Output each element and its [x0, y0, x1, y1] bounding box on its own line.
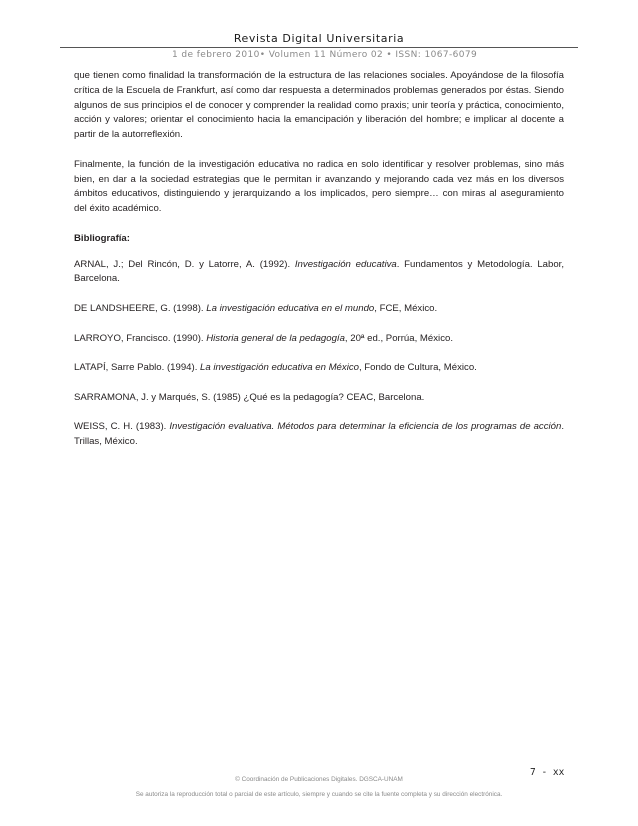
bibliography-entry: [74, 332, 564, 347]
article-body: [74, 69, 564, 450]
entry-authors: LATAPÍ, Sarre Pablo. (1994).: [74, 362, 201, 374]
entry-publisher: , Fondo de Cultura, México.: [358, 362, 477, 374]
body-paragraph: que tienen como finalidad la transformación de la estructura de las relaciones sociales. Apoyándose de la filosofía crítica de la Escuela de Frankfurt, así como dar respuesta a determinados problemas generados por éstas. Siendo algunos de sus principios el de conocer y comprender la realidad como praxis; unir teoría y práctica, conocimiento, acción y valores; orientar el conocimiento hacia la emancipación y liberación del hombre; e implicar al docente a partir de la autorreflexión.: [74, 70, 564, 141]
entry-title: La investigación educativa en México: [200, 362, 359, 374]
entry-title: Historia general de la pedagogía: [206, 332, 345, 344]
bibliography-entry: [74, 420, 564, 450]
issue-info: 1 de febrero 2010• Volumen 11 Número 02 • ISSN: 1067-6079: [172, 50, 478, 60]
bibliography-entry: [74, 391, 564, 406]
entry-authors: DE LANDSHEERE, G. (1998).: [74, 302, 207, 314]
bibliography-heading: Bibliografía:: [74, 232, 130, 244]
entry-authors: LARROYO, Francisco. (1990).: [74, 332, 207, 344]
entry-publisher: , FCE, México.: [374, 302, 438, 314]
entry-title: La investigación educativa en el mundo: [206, 302, 375, 314]
footer-license: Se autoriza la reproducción total o parcial de este artículo, siempre y cuando se cite la fuente completa y su dirección electrónica.: [135, 791, 503, 798]
entry-publisher: , 20ª ed., Porrúa, México.: [344, 332, 453, 344]
bibliography-entry: [74, 302, 564, 317]
entry-title: Investigación educativa: [294, 258, 397, 270]
entry-title: Investigación evaluativa. Métodos para determinar la eficiencia de los programas de acción: [169, 421, 562, 433]
entry-publisher: . Trillas, México.: [74, 421, 564, 448]
entry-authors: WEISS, C. H. (1983).: [74, 421, 170, 433]
entry-authors: SARRAMONA, J. y Marqués, S. (1985) ¿Qué es la pedagogía? CEAC, Barcelona.: [74, 391, 425, 403]
header-divider: [60, 47, 578, 48]
entry-authors: ARNAL, J.; Del Rincón, D. y Latorre, A. (1992).: [74, 258, 295, 270]
page-number: 7 - xx: [530, 767, 565, 778]
body-paragraph: Finalmente, la función de la investigación educativa no radica en solo identificar y resolver problemas, sino más bien, en dar a la sociedad estrategias que le permitan ir avanzando y mejorando cada vez más en los diversos ámbitos educativos, distinguiendo y jerarquizando a los implicados, pero siempre… con miras al aseguramiento del éxito académico.: [74, 158, 564, 215]
entry-publisher: . Fundamentos y Metodología. Labor, Barcelona.: [74, 258, 565, 285]
footer-copyright: © Coordinación de Publicaciones Digitales. DGSCA-UNAM: [235, 776, 403, 783]
bibliography-entry: [74, 361, 564, 376]
journal-title: Revista Digital Universitaria: [233, 32, 405, 45]
bibliography-entry: [74, 258, 564, 288]
